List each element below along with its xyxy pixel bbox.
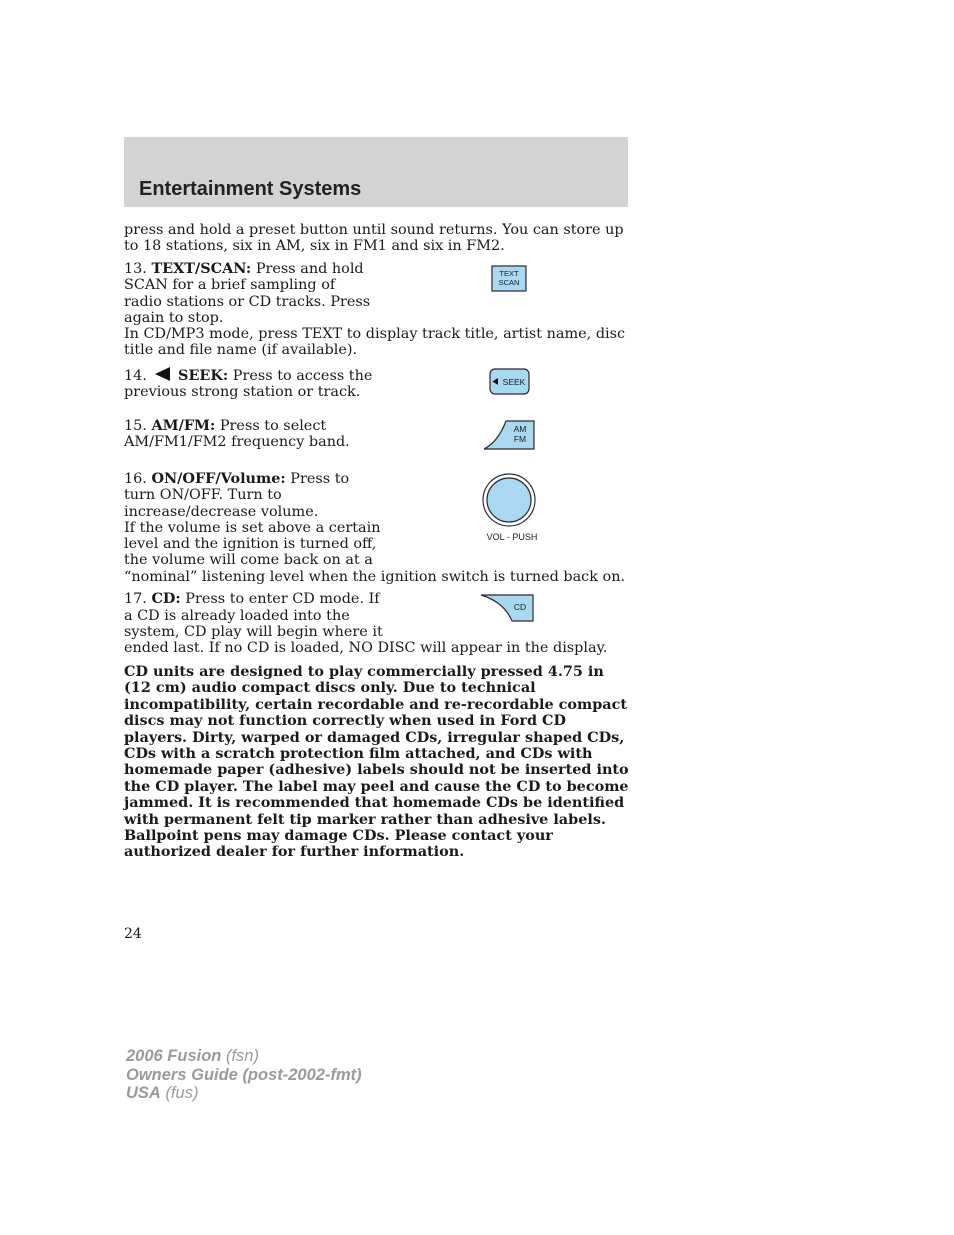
volume-extra-line-2: level and the ignition is turned off, [124,536,377,552]
footer-line-2 [126,1066,362,1085]
item-term: SEEK: [178,367,229,384]
item-description: Press to access the previous strong station or track. [124,368,373,401]
footer-guide: Owners Guide (post-2002-fmt) [126,1065,362,1084]
item-term: CD: [151,590,181,607]
item-cd [124,591,380,607]
item-number: 15. [124,418,147,434]
item-description: Press to enter CD mode. If [185,591,380,607]
volume-extra-line-3: the volume will come back on at a [124,552,373,568]
item-term: AM/FM: [151,417,216,434]
footer-market-code: (fus) [165,1084,199,1102]
footer-market: USA [126,1084,161,1102]
document-footer [126,1047,362,1103]
fm-label: FM [513,434,527,444]
item-number: 17. [124,591,147,607]
cd-button-icon [480,593,536,623]
volume-knob-icon [481,473,539,545]
seek-label: SEEK [502,377,526,387]
item-number: 16. [124,471,147,487]
footer-line-3 [126,1084,362,1103]
item-term: ON/OFF/Volume: [151,470,286,487]
cd-warning-paragraph: CD units are designed to play commercially pressed 4.75 in (12 cm) audio compact discs only. Due to technical incompatibility, certain recordable and re-recordable compact discs may not function correctly when used in Ford CD players. Dirty, warped or damaged CDs, irregular shaped CDs, CDs with a scratch protection film attached, and CDs with homemade paper (adhesive) labels should not be inserted into the CD player. The label may peel and cause the CD to become jammed. It is recommended that homemade CDs be identified with permanent felt tip marker rather than adhesive labels. Ballpoint pens may damage CDs. Please contact your authorized dealer for further information. [124,663,629,861]
item-seek [124,367,384,401]
item-amfm [124,418,374,451]
seek-button-icon [489,368,531,396]
cd-desc-line-2: a CD is already loaded into the [124,608,350,624]
footer-line-1 [126,1047,362,1066]
footer-model: 2006 Fusion [126,1047,222,1065]
cd-desc-line-3: system, CD play will begin where it [124,624,383,640]
item-description: Press and hold SCAN for a brief sampling of radio stations or CD tracks. Press again to stop. [124,261,371,327]
volume-extra-line-1: If the volume is set above a certain [124,520,381,536]
item-description: Press to select AM/FM1/FM2 frequency band. [124,418,350,451]
text-scan-button-icon [491,265,527,293]
volume-extra-line-4: “nominal” listening level when the ignition switch is turned back on. [124,569,626,585]
section-header [124,137,628,207]
cd-label: CD [513,602,527,612]
cd-desc-line-4: ended last. If no CD is loaded, NO DISC will appear in the display. [124,640,608,656]
item-text-scan [124,261,376,327]
intro-paragraph: press and hold a preset button until sound returns. You can store up to 18 stations, six in AM, six in FM1 and six in FM2. [124,222,624,255]
page-number: 24 [124,926,142,942]
item-number: 13. [124,261,147,277]
item-description: Press to turn ON/OFF. Turn to increase/decrease volume. [124,471,350,520]
text-label: TEXT [499,269,519,278]
am-label: AM [513,424,527,434]
item-term: TEXT/SCAN: [151,260,252,277]
amfm-button-icon [482,420,536,452]
item-volume [124,471,374,520]
page-title: Entertainment Systems [139,178,362,200]
scan-label: SCAN [498,278,520,287]
footer-model-code: (fsn) [225,1047,259,1065]
seek-left-arrow-icon [153,367,171,381]
text-scan-extra: In CD/MP3 mode, press TEXT to display track title, artist name, disc title and file name (if available). [124,326,626,359]
item-number: 14. [124,368,147,384]
vol-push-label: VOL - PUSH [486,532,538,542]
